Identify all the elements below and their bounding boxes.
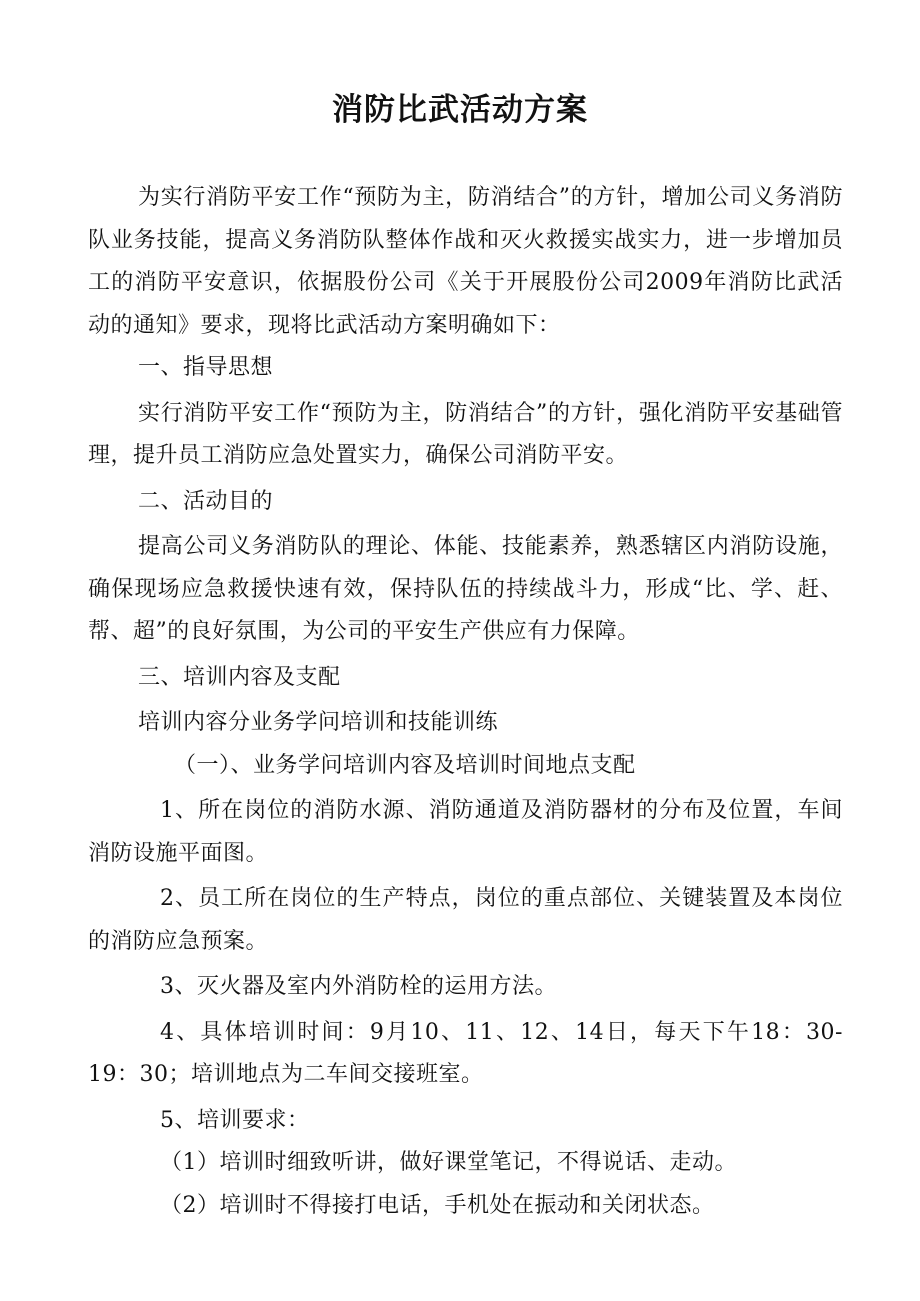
list-item-5: 5、培训要求： <box>160 1107 310 1133</box>
document-body <box>88 177 843 1227</box>
training-overview-paragraph: 培训内容分业务学问培训和技能训练 <box>138 710 499 735</box>
list-item-3: 3、灭火器及室内外消防栓的运用方法。 <box>160 974 557 999</box>
list-item-1: 1、所在岗位的消防水源、消防通道及消防器材的分布及位置，车间消防设施平面图。 <box>88 798 843 866</box>
section-heading-training: 三、培训内容及支配 <box>138 664 341 690</box>
section-heading-guiding-thought: 一、指导思想 <box>138 355 274 380</box>
list-item-4: 4、具体培训时间：9月10、11、12、14日，每天下午18：30-19：30；培训地点为二车间交接班室。 <box>88 1019 843 1087</box>
list-item-2: 2、员工所在岗位的生产特点，岗位的重点部位、关键装置及本岗位的消防应急预案。 <box>88 886 843 954</box>
section-heading-activity-purpose: 二、活动目的 <box>138 488 274 514</box>
requirement-2: （2）培训时不得接打电话，手机处在振动和关闭状态。 <box>160 1192 715 1218</box>
document-title: 消防比武活动方案 <box>332 92 588 128</box>
subsection-heading-knowledge-training: （一）、业务学问培训内容及培训时间地点支配 <box>174 752 636 778</box>
requirement-1: （1）培训时细致听讲，做好课堂笔记，不得说话、走动。 <box>160 1150 737 1175</box>
guiding-thought-paragraph: 实行消防平安工作“预防为主，防消结合”的方针，强化消防平安基础管理，提升员工消防应急处置实力，确保公司消防平安。 <box>88 400 843 468</box>
activity-purpose-paragraph: 提高公司义务消防队的理论、体能、技能素养，熟悉辖区内消防设施，确保现场应急救援快速有效，保持队伍的持续战斗力，形成“比、学、赶、帮、超”的良好氛围，为公司的平安生产供应有力保障。 <box>88 534 843 644</box>
intro-paragraph: 为实行消防平安工作“预防为主，防消结合”的方针，增加公司义务消防队业务技能，提高义务消防队整体作战和灭火救援实战实力，进一步增加员工的消防平安意识，依据股份公司《关于开展股份公司2009年消防比武活动的通知》要求，现将比武活动方案明确如下： <box>88 185 843 338</box>
